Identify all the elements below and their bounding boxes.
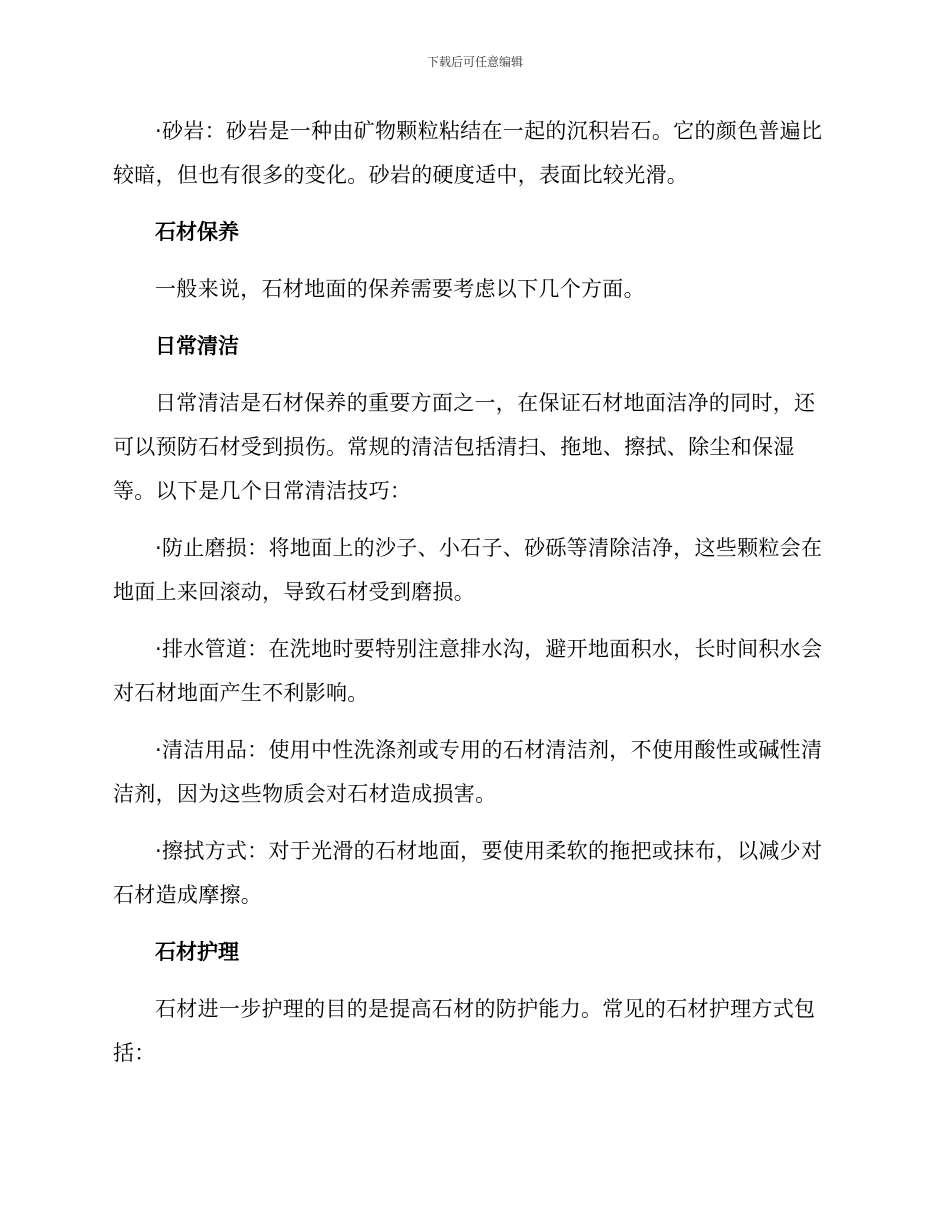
page-header: 下载后可任意编辑 — [426, 55, 523, 69]
paragraph-maintenance-intro: 一般来说，石材地面的保养需要考虑以下几个方面。 — [155, 277, 645, 301]
heading-daily-cleaning: 日常清洁 — [155, 334, 239, 358]
document-body — [113, 109, 833, 1088]
paragraph-drainage: ·排水管道：在洗地时要特别注意排水沟，避开地面积水，长时间积水会对石材地面产生不利影响。 — [113, 637, 823, 705]
paragraph-wiping-method: ·擦拭方式：对于光滑的石材地面，要使用柔软的拖把或抹布，以减少对石材造成摩擦。 — [113, 839, 823, 907]
paragraph-daily-cleaning: 日常清洁是石材保养的重要方面之一，在保证石材地面洁净的同时，还可以预防石材受到损伤。常规的清洁包括清扫、拖地、擦拭、除尘和保湿等。以下是几个日常清洁技巧： — [113, 391, 816, 503]
paragraph-stone-care: 石材进一步护理的目的是提高石材的防护能力。常见的石材护理方式包括： — [113, 997, 816, 1065]
paragraph-prevent-wear: ·防止磨损：将地面上的沙子、小石子、砂砾等清除洁净，这些颗粒会在地面上来回滚动，导致石材受到磨损。 — [113, 536, 823, 604]
heading-stone-maintenance: 石材保养 — [155, 220, 239, 244]
heading-stone-care: 石材护理 — [155, 940, 239, 964]
paragraph-cleaning-products: ·清洁用品：使用中性洗涤剂或专用的石材清洁剂，不使用酸性或碱性清洁剂，因为这些物质会对石材造成损害。 — [113, 738, 823, 806]
paragraph-sandstone: ·砂岩：砂岩是一种由矿物颗粒粘结在一起的沉积岩石。它的颜色普遍比较暗，但也有很多的变化。砂岩的硬度适中，表面比较光滑。 — [113, 119, 823, 187]
